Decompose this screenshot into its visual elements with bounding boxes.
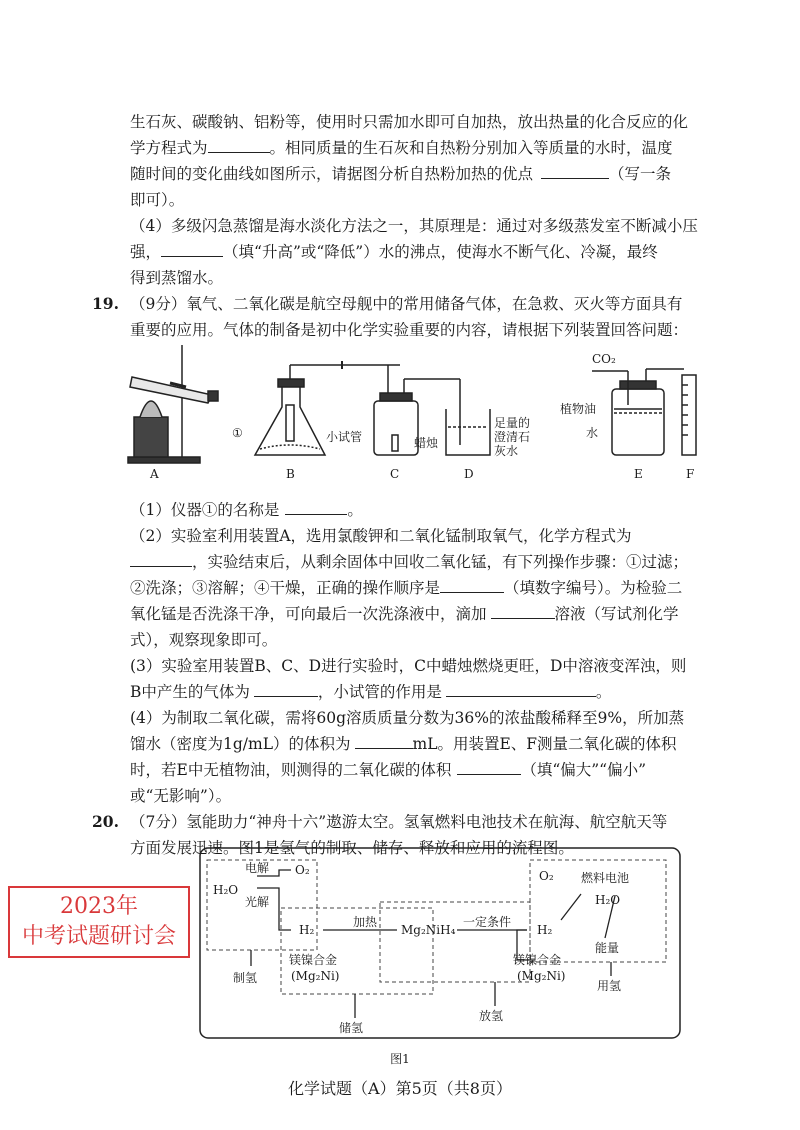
answer-blank[interactable] bbox=[161, 242, 223, 257]
watermark-stamp bbox=[8, 886, 190, 958]
text-span: （填数字编号）。为检验二 bbox=[504, 579, 683, 597]
flow-photolysis: 光解 bbox=[245, 895, 270, 909]
flow-h2-left: H₂ bbox=[299, 923, 315, 937]
text-line: 即可）。 bbox=[130, 191, 185, 209]
flow-fuel-cell: 燃料电池 bbox=[581, 871, 630, 885]
text-span: 氧化锰是否洗涤干净，可向最后一次洗涤液中，滴加 bbox=[130, 605, 487, 623]
label-limewater-1: 足量的 bbox=[494, 416, 531, 430]
text-line: 式），观察现象即可。 bbox=[130, 631, 278, 649]
text-line: 方面发展迅速。图1是氢气的制取、储存、释放和应用的流程图。 bbox=[130, 839, 574, 857]
label-a: A bbox=[150, 467, 159, 481]
figure-caption: 图1 bbox=[390, 1052, 410, 1066]
flow-diagram bbox=[195, 842, 685, 1047]
label-e: E bbox=[634, 467, 643, 481]
label-limewater-2: 澄清石 bbox=[494, 430, 531, 444]
answer-blank[interactable] bbox=[254, 682, 318, 697]
flow-h2o-right: H₂O bbox=[595, 893, 621, 907]
text-line: 得到蒸馏水。 bbox=[130, 269, 224, 287]
flow-mg2nih4: Mg₂NiH₄ bbox=[401, 923, 456, 937]
answer-blank[interactable] bbox=[541, 164, 609, 179]
flow-alloy-right-formula: (Mg₂Ni) bbox=[517, 969, 566, 983]
text-line bbox=[130, 732, 677, 756]
text-span: ，实验结束后，从剩余固体中回收二氧化锰，有下列操作步骤：①过滤； bbox=[192, 553, 689, 571]
flow-alloy-left: 镁镍合金 bbox=[289, 953, 338, 967]
flow-alloy-left-formula: (Mg₂Ni) bbox=[291, 969, 340, 983]
flow-o2-right: O₂ bbox=[539, 869, 554, 883]
flow-make-h2: 制氢 bbox=[233, 971, 258, 985]
text-line: (4）为制取二氧化碳，需将60g溶质质量分数为36%的浓盐酸稀释至9%，所加蒸 bbox=[130, 709, 685, 727]
apparatus-a bbox=[128, 345, 218, 463]
flow-h2-right: H₂ bbox=[537, 923, 553, 937]
text-line: (3）实验室用装置B、C、D进行实验时，C中蜡烛燃烧更旺，D中溶液变浑浊，则 bbox=[130, 657, 687, 675]
text-span: 学方程式为 bbox=[130, 139, 208, 157]
text-line bbox=[130, 162, 671, 186]
text-line: （2）实验室利用装置A，选用氯酸钾和二氧化锰制取氧气，化学方程式为 bbox=[130, 527, 632, 545]
flow-electrolysis: 电解 bbox=[245, 861, 270, 875]
label-d: D bbox=[464, 467, 474, 481]
text-line: 或“无影响”）。 bbox=[130, 787, 232, 805]
apparatus-f bbox=[682, 375, 696, 455]
text-line: （9分）氧气、二氧化碳是航空母舰中的常用储备气体，在急救、灭火等方面具有 bbox=[130, 295, 683, 313]
text-span: ，小试管的作用是 bbox=[317, 683, 442, 701]
text-line bbox=[130, 498, 363, 522]
text-span: 时，若E中无植物油，则测得的二氧化碳的体积 bbox=[130, 761, 452, 779]
label-limewater-3: 灰水 bbox=[494, 444, 519, 458]
answer-blank[interactable] bbox=[355, 734, 413, 749]
answer-blank[interactable] bbox=[491, 604, 555, 619]
answer-blank[interactable] bbox=[440, 578, 504, 593]
label-b: B bbox=[286, 467, 295, 481]
question-number: 19. bbox=[92, 294, 119, 313]
text-span: 溶液（写试剂化学 bbox=[554, 605, 679, 623]
question-number: 20. bbox=[92, 812, 119, 831]
text-line bbox=[130, 602, 679, 626]
text-line bbox=[130, 240, 658, 264]
text-span: 。 bbox=[595, 683, 612, 701]
text-line: （7分）氢能助力“神舟十六”遨游太空。氢氧燃料电池技术在航海、航空航天等 bbox=[130, 813, 668, 831]
page-footer: 化学试题（A）第5页（共8页） bbox=[288, 1079, 512, 1098]
text-line: 生石灰、碳酸钠、铝粉等，使用时只需加水即可自加热，放出热量的化合反应的化 bbox=[130, 113, 689, 131]
flow-store-h2: 储氢 bbox=[339, 1021, 364, 1035]
label-co2: CO₂ bbox=[592, 352, 616, 366]
text-span: （1）仪器①的名称是 bbox=[130, 501, 280, 519]
apparatus-figure bbox=[120, 345, 720, 485]
text-line bbox=[130, 680, 611, 704]
flow-release-h2: 放氢 bbox=[479, 1009, 504, 1023]
answer-blank[interactable] bbox=[446, 682, 596, 697]
flow-o2-left: O₂ bbox=[295, 863, 310, 877]
flow-condition: 一定条件 bbox=[463, 915, 512, 929]
answer-blank[interactable] bbox=[457, 760, 521, 775]
flow-h2o: H₂O bbox=[213, 883, 239, 897]
answer-blank[interactable] bbox=[208, 138, 270, 153]
label-f: F bbox=[686, 467, 695, 481]
text-span: （填“偏大”“偏小” bbox=[521, 761, 647, 779]
stamp-line-1: 2023年 bbox=[60, 894, 138, 919]
region-release-h2 bbox=[380, 902, 530, 982]
text-span: mL。用装置E、F测量二氧化碳的体积 bbox=[412, 735, 677, 753]
text-span: 随时间的变化曲线如图所示，请据图分析自热粉加热的优点 bbox=[130, 165, 534, 183]
label-small-tube: 小试管 bbox=[326, 430, 363, 444]
label-oil: 植物油 bbox=[560, 402, 597, 416]
text-span: 。相同质量的生石灰和自热粉分别加入等质量的水时，温度 bbox=[269, 139, 673, 157]
text-span: B中产生的气体为 bbox=[130, 683, 250, 701]
stamp-line-2: 中考试题研讨会 bbox=[21, 924, 176, 949]
label-water: 水 bbox=[586, 426, 599, 440]
apparatus-d bbox=[446, 379, 490, 455]
apparatus-e bbox=[592, 369, 684, 455]
text-span: 馏水（密度为1g/mL）的体积为 bbox=[130, 735, 351, 753]
text-span: ②洗涤；③溶解；④干燥，正确的操作顺序是 bbox=[130, 579, 441, 597]
label-candle: 蜡烛 bbox=[414, 436, 439, 450]
text-span: 。 bbox=[347, 501, 363, 519]
text-span: （填“升高”或“降低”）水的沸点，使海水不断气化、冷凝，最终 bbox=[223, 243, 658, 261]
label-instrument-1: ① bbox=[232, 426, 243, 440]
text-line: （4）多级闪急蒸馏是海水淡化方法之一，其原理是：通过对多级蒸发室不断减小压 bbox=[130, 217, 698, 235]
flow-use-h2: 用氢 bbox=[597, 979, 622, 993]
text-line bbox=[130, 758, 646, 782]
answer-blank[interactable] bbox=[285, 500, 347, 515]
text-line bbox=[130, 136, 673, 160]
flow-energy: 能量 bbox=[595, 941, 620, 955]
flow-heat: 加热 bbox=[353, 915, 378, 929]
text-span: （写一条 bbox=[609, 165, 672, 183]
text-line bbox=[130, 576, 682, 600]
label-c: C bbox=[390, 467, 400, 481]
text-line: 重要的应用。气体的制备是初中化学实验重要的内容，请根据下列装置回答问题： bbox=[130, 321, 689, 339]
answer-blank[interactable] bbox=[130, 552, 192, 567]
flow-alloy-right: 镁镍合金 bbox=[513, 953, 562, 967]
text-span: 强， bbox=[130, 243, 162, 261]
text-line bbox=[130, 550, 688, 574]
